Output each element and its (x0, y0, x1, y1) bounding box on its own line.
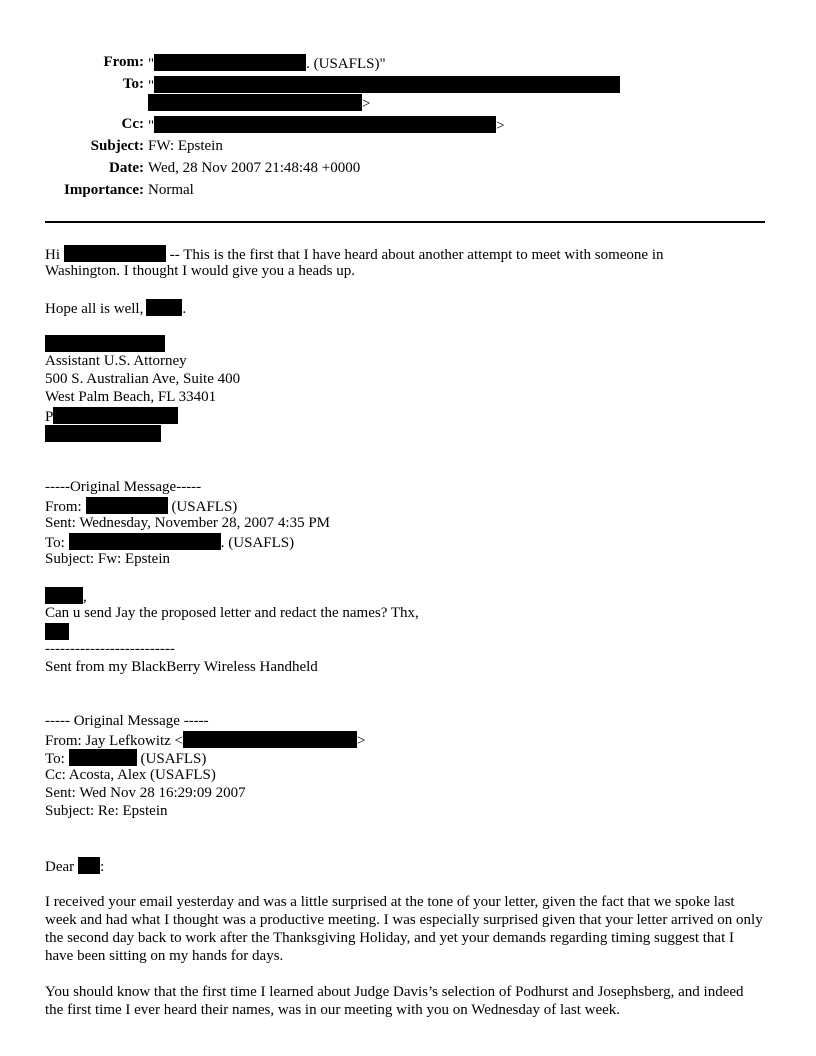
original1-to (45, 533, 294, 552)
original1-from (45, 497, 237, 516)
original1-from-suffix: (USAFLS) (167, 499, 238, 515)
original1-from-label: From: (45, 499, 82, 515)
redaction (69, 749, 137, 766)
original2-salutation (45, 857, 104, 876)
original1-subject: Subject: Fw: Epstein (45, 551, 170, 567)
gt-mark: > (496, 118, 505, 134)
original-divider-2: ----- Original Message ----- (45, 713, 209, 729)
dear-text: Dear (45, 859, 75, 875)
greeting-line-2: Washington. I thought I would give you a heads up. (45, 263, 355, 279)
redaction (154, 54, 306, 71)
original1-sent: Sent: Wednesday, November 28, 2007 4:35 PM (45, 515, 331, 531)
colon: : (100, 859, 105, 875)
signature-address-1: 500 S. Australian Ave, Suite 400 (45, 371, 241, 387)
original2-to-label: To: (45, 751, 65, 767)
original-divider-1: -----Original Message----- (45, 479, 202, 495)
signature-extra (45, 425, 161, 444)
from-suffix: . (USAFLS)" (306, 56, 386, 72)
to-value (148, 76, 620, 95)
redaction (53, 407, 178, 424)
redaction (69, 533, 221, 550)
header-divider (45, 221, 765, 223)
original1-signoff (45, 623, 69, 642)
redaction (146, 299, 182, 316)
redaction (78, 857, 100, 874)
period: . (182, 301, 187, 317)
original2-from-label: From: Jay Lefkowitz < (45, 733, 184, 749)
date-label: Date: (109, 160, 144, 176)
quote-mark: " (148, 118, 155, 134)
signature-address-2: West Palm Beach, FL 33401 (45, 389, 217, 405)
from-label: From: (103, 54, 144, 70)
redaction (154, 116, 496, 133)
signature-title: Assistant U.S. Attorney (45, 353, 187, 369)
original2-subject: Subject: Re: Epstein (45, 803, 168, 819)
letter-paragraph-1: I received your email yesterday and was a little surprised at the tone of your letter, given the fact that we spoke last week and had what I thought was a productive meeting. I was especially surprised given that your letter arrived on only the second day back to work after the Thanksgiving Holiday, and yet your demands regarding timing suggest that I have been sitting on my hands for days. (45, 894, 763, 964)
greeting-text: -- This is the first that I have heard about another attempt to meet with someone in (166, 247, 664, 263)
subject-value: FW: Epstein (148, 138, 223, 154)
closing-text: Hope all is well, (45, 301, 144, 317)
original2-cc: Cc: Acosta, Alex (USAFLS) (45, 767, 216, 783)
original1-to-label: To: (45, 535, 65, 551)
importance-value: Normal (148, 182, 194, 198)
comma: , (83, 589, 87, 605)
to-value-cont (148, 94, 370, 113)
original2-from (45, 731, 366, 750)
closing-line (45, 299, 186, 318)
redaction (45, 587, 83, 604)
phone-label: P (45, 409, 54, 425)
importance-label: Importance: (64, 182, 144, 198)
original1-footer: Sent from my BlackBerry Wireless Handheld (45, 659, 318, 675)
subject-label: Subject: (90, 138, 144, 154)
original2-to-suffix: (USAFLS) (136, 751, 207, 767)
greeting-hi: Hi (45, 247, 60, 263)
quote-mark: " (148, 78, 155, 94)
signature-phone (45, 407, 178, 426)
redaction (45, 425, 161, 442)
original2-sent: Sent: Wed Nov 28 16:29:09 2007 (45, 785, 246, 801)
original1-message: Can u send Jay the proposed letter and redact the names? Thx, (45, 605, 419, 621)
from-value (148, 54, 386, 73)
gt-mark: > (357, 733, 366, 749)
redaction (86, 497, 168, 514)
letter-paragraph-2: You should know that the first time I learned about Judge Davis’s selection of Podhurst and Josephsberg, and indeed the first time I ever heard their names, was in our meeting with you on Wednesday of last week. (45, 984, 744, 1018)
original2-to (45, 749, 206, 768)
redaction (148, 94, 362, 111)
original1-salutation (45, 587, 87, 606)
gt-mark: > (362, 96, 371, 112)
redaction (154, 76, 620, 93)
date-value: Wed, 28 Nov 2007 21:48:48 +0000 (148, 160, 361, 176)
redaction (45, 335, 165, 352)
to-label: To: (122, 76, 144, 92)
quote-mark: " (148, 56, 155, 72)
cc-value (148, 116, 505, 135)
redaction (183, 731, 357, 748)
redaction (45, 623, 69, 640)
redaction (64, 245, 166, 262)
original1-to-suffix: . (USAFLS) (220, 535, 295, 551)
original1-dashes: -------------------------- (45, 641, 175, 657)
cc-label: Cc: (121, 116, 144, 132)
greeting-line (45, 245, 664, 264)
signature-name (45, 335, 165, 354)
